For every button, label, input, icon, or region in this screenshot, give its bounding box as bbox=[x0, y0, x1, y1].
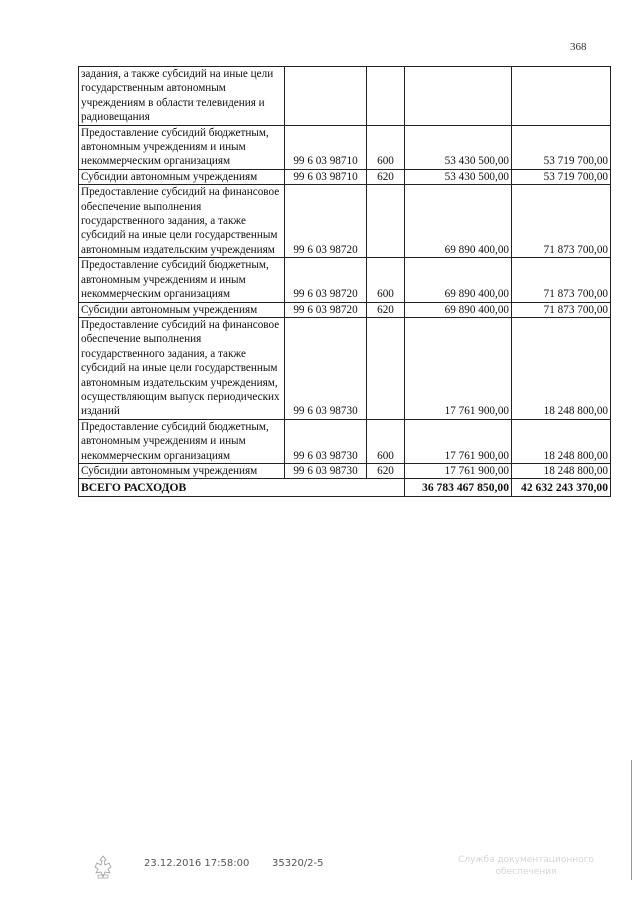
table-row bbox=[79, 125, 611, 169]
row-expense-type bbox=[367, 185, 405, 258]
table-row bbox=[79, 419, 611, 463]
row-sum-2017: 69 890 400,00 bbox=[405, 302, 512, 317]
row-sum-2017: 17 761 900,00 bbox=[405, 463, 512, 478]
row-expense-type: 600 bbox=[367, 258, 405, 302]
row-sum-2017: 17 761 900,00 bbox=[405, 317, 512, 419]
scan-edge-line bbox=[631, 760, 632, 880]
row-name: Субсидии автономным учреждениям bbox=[79, 169, 285, 184]
row-name: Предоставление субсидий бюджетным, автономным учреждениям и иным некоммерческим организациям bbox=[79, 419, 285, 463]
row-sum-2017: 17 761 900,00 bbox=[405, 419, 512, 463]
row-code: 99 6 03 98710 bbox=[285, 125, 367, 169]
row-expense-type bbox=[367, 317, 405, 419]
row-expense-type: 600 bbox=[367, 419, 405, 463]
total-sum-2018: 42 632 243 370,00 bbox=[512, 479, 611, 497]
watermark-stamp bbox=[446, 854, 606, 878]
table-row bbox=[79, 67, 611, 126]
page-footer bbox=[0, 855, 640, 888]
table-row bbox=[79, 463, 611, 478]
row-expense-type: 620 bbox=[367, 302, 405, 317]
total-sum-2017: 36 783 467 850,00 bbox=[405, 479, 512, 497]
watermark-line: обеспечения bbox=[495, 867, 557, 877]
row-expense-type: 600 bbox=[367, 125, 405, 169]
row-name: Предоставление субсидий бюджетным, автономным учреждениям и иным некоммерческим организациям bbox=[79, 125, 285, 169]
row-name: Предоставление субсидий бюджетным, автономным учреждениям и иным некоммерческим организациям bbox=[79, 258, 285, 302]
table-row bbox=[79, 185, 611, 258]
row-sum-2017 bbox=[405, 67, 512, 126]
table-row bbox=[79, 169, 611, 184]
table-row bbox=[79, 302, 611, 317]
row-code: 99 6 03 98720 bbox=[285, 302, 367, 317]
row-name: Субсидии автономным учреждениям bbox=[79, 463, 285, 478]
print-datetime: 23.12.2016 17:58:00 bbox=[144, 858, 250, 869]
row-name: Субсидии автономным учреждениям bbox=[79, 302, 285, 317]
row-sum-2018: 71 873 700,00 bbox=[512, 258, 611, 302]
row-expense-type bbox=[367, 67, 405, 126]
document-number: 35320/2-5 bbox=[272, 858, 324, 869]
row-sum-2018: 18 248 800,00 bbox=[512, 317, 611, 419]
page-number: 368 bbox=[570, 41, 587, 53]
row-expense-type: 620 bbox=[367, 169, 405, 184]
table-row bbox=[79, 258, 611, 302]
row-code bbox=[285, 67, 367, 126]
row-code: 99 6 03 98720 bbox=[285, 185, 367, 258]
row-name: Предоставление субсидий на финансовое обеспечение выполнения государственного задания, а также субсидий на иные цели государственным автономным издательским учреждениям bbox=[79, 185, 285, 258]
row-sum-2017: 53 430 500,00 bbox=[405, 169, 512, 184]
row-name: задания, а также субсидий на иные цели государственным автономным учреждениям в области телевидения и радиовещания bbox=[79, 67, 285, 126]
row-expense-type: 620 bbox=[367, 463, 405, 478]
row-sum-2017: 69 890 400,00 bbox=[405, 185, 512, 258]
total-row bbox=[79, 479, 611, 497]
row-name: Предоставление субсидий на финансовое обеспечение выполнения государственного задания, а также субсидий на иные цели государственным автономным издательским учреждениям, осуществляющим выпуск периодических изданий bbox=[79, 317, 285, 419]
row-code: 99 6 03 98730 bbox=[285, 317, 367, 419]
row-sum-2018: 53 719 700,00 bbox=[512, 169, 611, 184]
row-sum-2018 bbox=[512, 67, 611, 126]
row-sum-2018: 71 873 700,00 bbox=[512, 185, 611, 258]
emblem-icon bbox=[92, 854, 114, 883]
row-sum-2018: 71 873 700,00 bbox=[512, 302, 611, 317]
row-sum-2017: 53 430 500,00 bbox=[405, 125, 512, 169]
row-sum-2018: 18 248 800,00 bbox=[512, 419, 611, 463]
row-code: 99 6 03 98720 bbox=[285, 258, 367, 302]
budget-table bbox=[78, 66, 611, 497]
table-row bbox=[79, 317, 611, 419]
row-code: 99 6 03 98730 bbox=[285, 463, 367, 478]
row-sum-2018: 53 719 700,00 bbox=[512, 125, 611, 169]
row-code: 99 6 03 98710 bbox=[285, 169, 367, 184]
watermark-line: Служба документационного bbox=[458, 855, 594, 865]
row-code: 99 6 03 98730 bbox=[285, 419, 367, 463]
total-label: ВСЕГО РАСХОДОВ bbox=[79, 479, 405, 497]
row-sum-2017: 69 890 400,00 bbox=[405, 258, 512, 302]
row-sum-2018: 18 248 800,00 bbox=[512, 463, 611, 478]
